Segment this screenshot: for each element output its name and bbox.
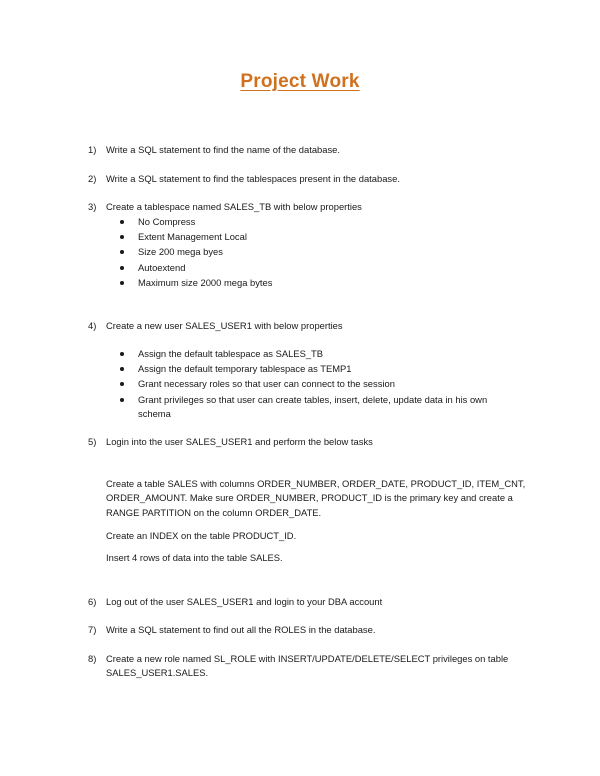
bullet-icon: [120, 352, 124, 356]
list-item: [88, 623, 528, 637]
task-paragraph: Create a table SALES with columns ORDER_NUMBER, ORDER_DATE, PRODUCT_ID, ITEM_CNT, ORDER_AMOUNT. Make sure ORDER_NUMBER, PRODUCT_ID is the primary key and create a RANGE PARTITION on the column ORDER_DATE.: [106, 478, 526, 518]
bullet-item: No Compress: [118, 215, 528, 229]
list-item: [88, 652, 528, 680]
page-title: Project Work: [240, 71, 360, 92]
list-item: [88, 595, 528, 609]
bullet-icon: [120, 266, 124, 270]
list-item: [88, 143, 528, 157]
bullet-icon: [120, 220, 124, 224]
item-text: Create a new role named SL_ROLE with INSERT/UPDATE/DELETE/SELECT privileges on table SALES_USER1.SALES.: [106, 653, 509, 678]
item-text: Create a new user SALES_USER1 with below properties: [106, 320, 343, 331]
list-item: [88, 319, 528, 422]
item-number: 3): [88, 201, 97, 212]
list-item: [88, 200, 528, 291]
bullet-list: [118, 215, 528, 290]
item-text: Log out of the user SALES_USER1 and login to your DBA account: [106, 596, 383, 607]
item-text: Login into the user SALES_USER1 and perform the below tasks: [106, 436, 373, 447]
item-number: 1): [88, 144, 97, 155]
bullet-icon: [120, 250, 124, 254]
bullet-item: Size 200 mega byes: [118, 245, 528, 259]
bullet-list: [118, 347, 508, 421]
bullet-icon: [120, 398, 124, 402]
item-number: 7): [88, 624, 97, 635]
item-number: 4): [88, 320, 97, 331]
bullet-item: Grant necessary roles so that user can connect to the session: [118, 377, 508, 391]
task-paragraph: Create an INDEX on the table PRODUCT_ID.: [106, 530, 297, 541]
list-item: [88, 172, 528, 186]
bullet-item: Maximum size 2000 mega bytes: [118, 276, 528, 290]
bullet-item: Assign the default temporary tablespace as TEMP1: [118, 362, 508, 376]
item-text: Write a SQL statement to find the name of the database.: [106, 144, 340, 155]
list-item: [88, 435, 528, 449]
bullet-icon: [120, 382, 124, 386]
item-number: 5): [88, 436, 97, 447]
item-text: Create a tablespace named SALES_TB with below properties: [106, 201, 362, 212]
bullet-item: Assign the default tablespace as SALES_TB: [118, 347, 508, 361]
bullet-item: Extent Management Local: [118, 230, 528, 244]
item-number: 8): [88, 653, 97, 664]
item-number: 2): [88, 173, 97, 184]
bullet-item: Grant privileges so that user can create tables, insert, delete, update data in his own schema: [118, 393, 508, 421]
item-text: Write a SQL statement to find the tablespaces present in the database.: [106, 173, 400, 184]
item-text: Write a SQL statement to find out all the ROLES in the database.: [106, 624, 376, 635]
bullet-icon: [120, 281, 124, 285]
task-paragraph: Insert 4 rows of data into the table SALES.: [106, 552, 283, 563]
bullet-item: Autoextend: [118, 261, 528, 275]
item-number: 6): [88, 596, 97, 607]
bullet-icon: [120, 367, 124, 371]
bullet-icon: [120, 235, 124, 239]
